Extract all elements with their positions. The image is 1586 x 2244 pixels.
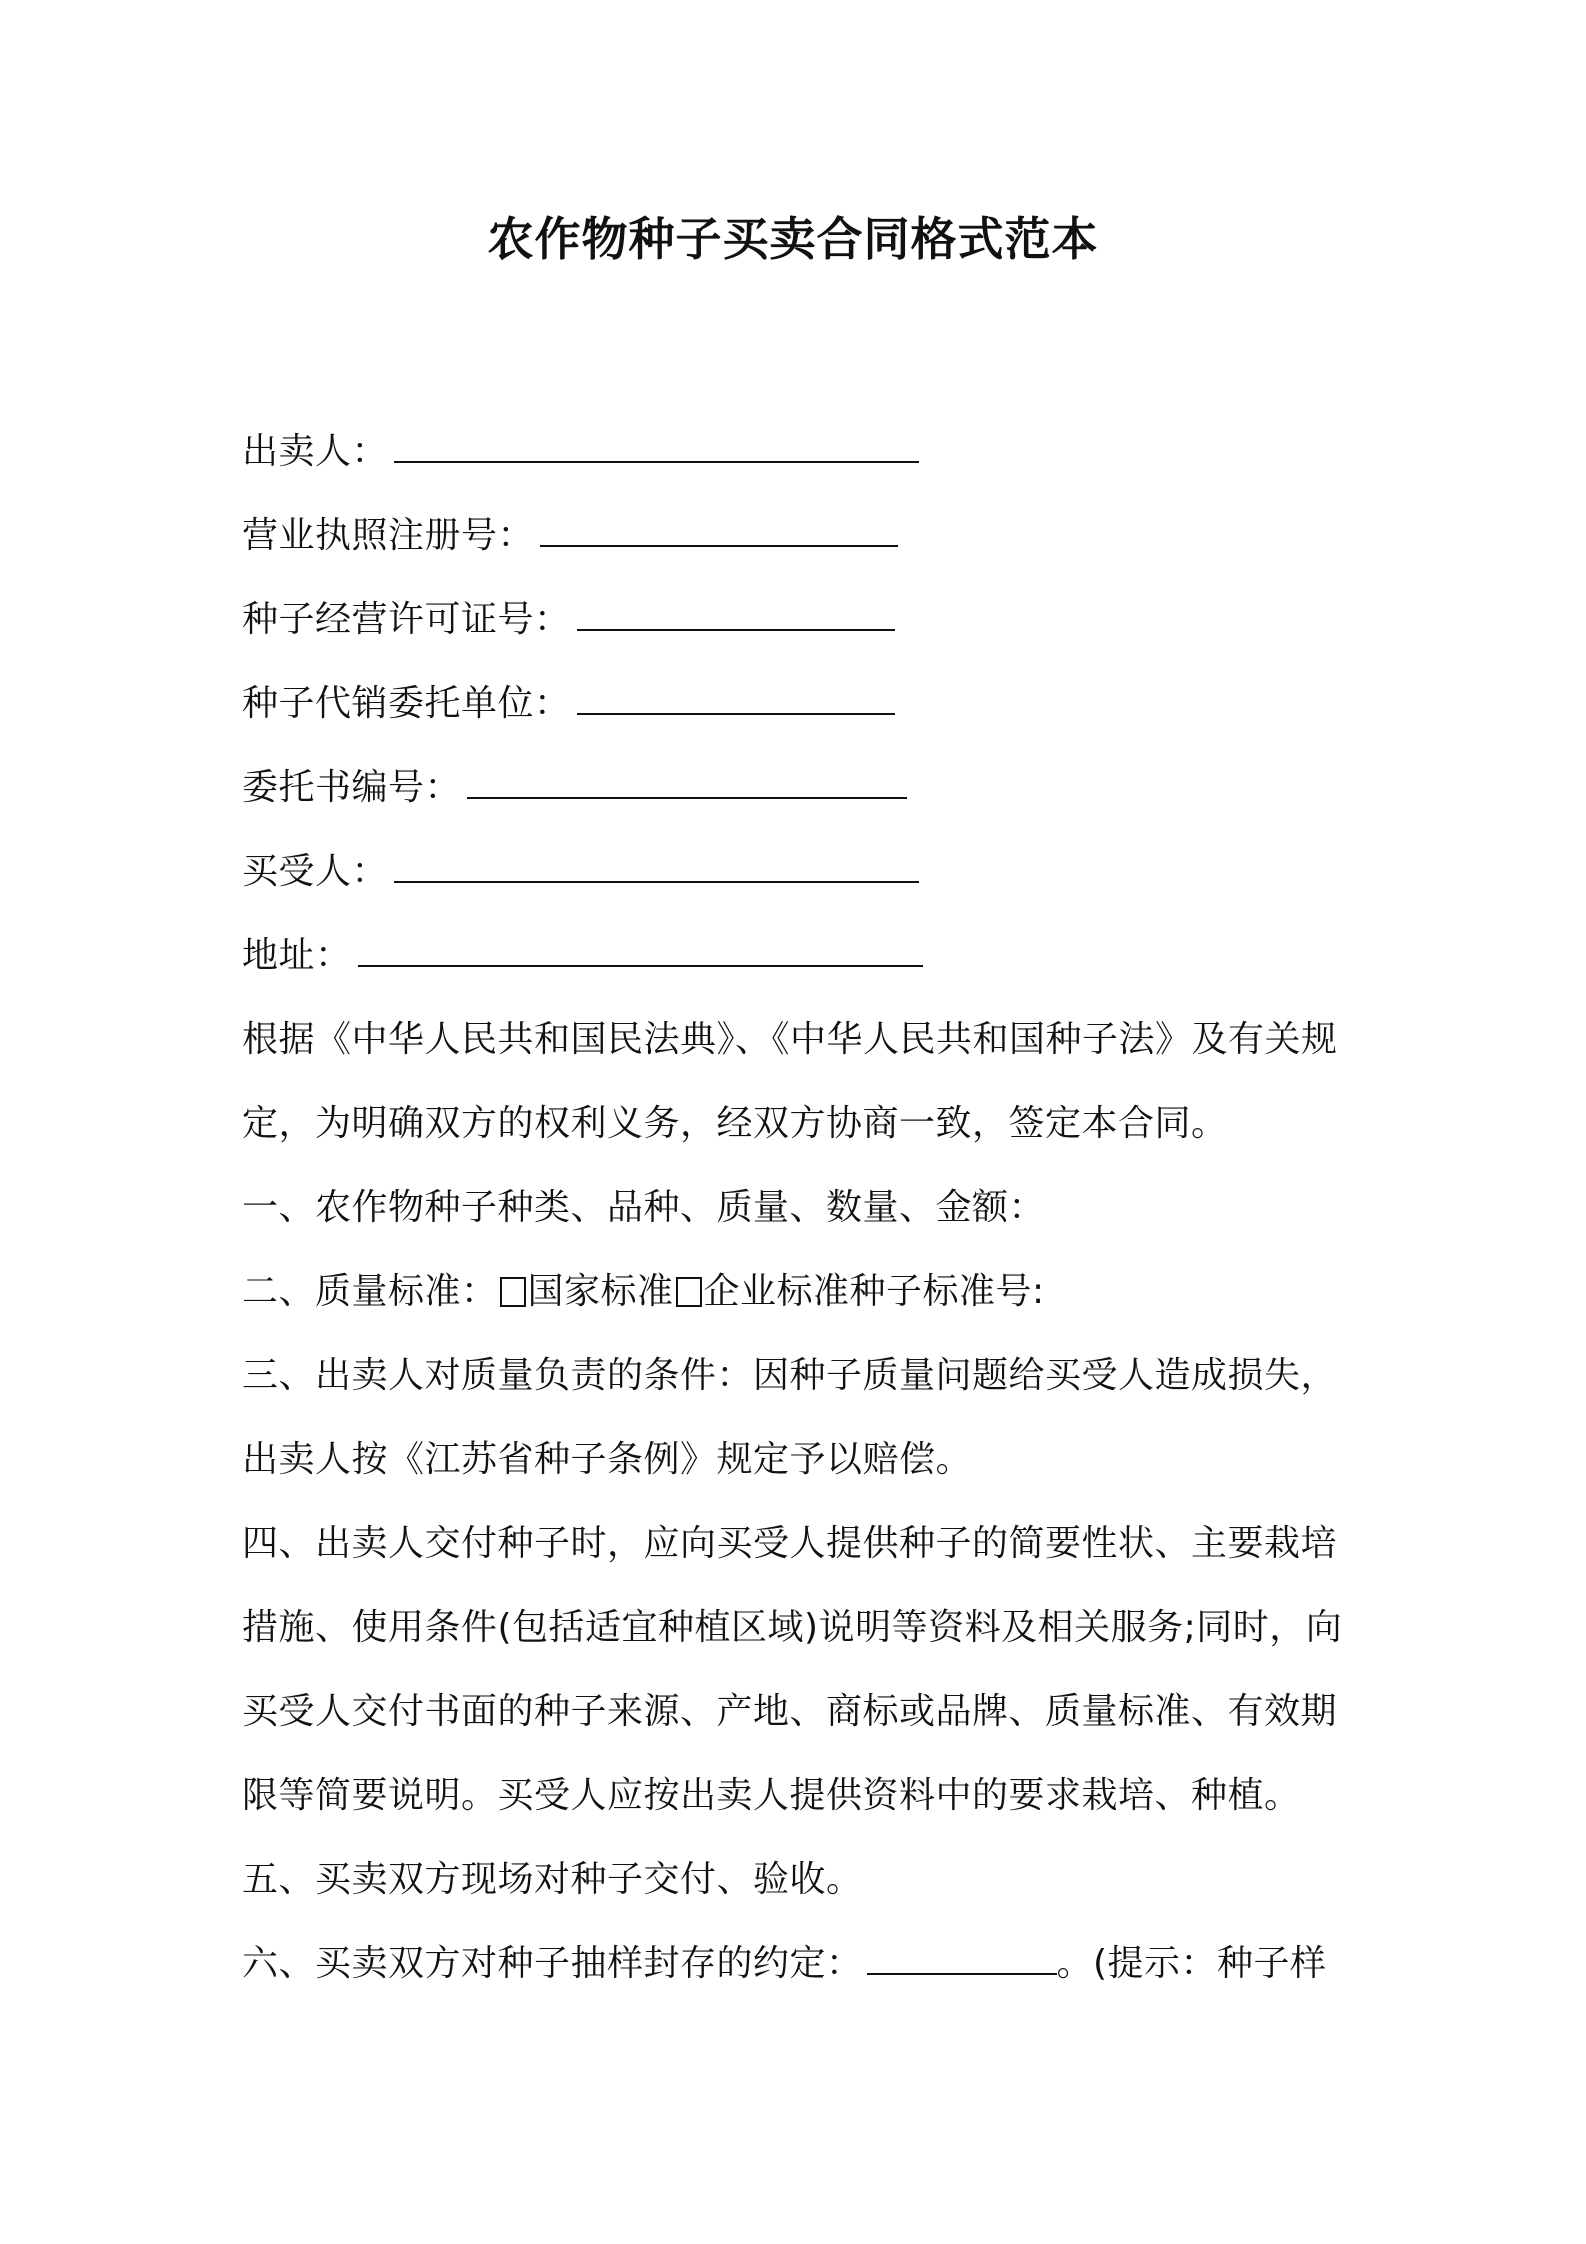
clause-3-line-1: 三、出卖人对质量负责的条件：因种子质量问题给买受人造成损失，: [242, 1355, 1338, 1396]
blank-line: [577, 589, 895, 631]
clause-6-suffix: 。(提示：种子样: [1056, 1943, 1327, 1984]
field-label: 营业执照注册号：: [242, 515, 535, 556]
clause-2-option-national: 国家标准: [527, 1271, 674, 1312]
blank-line: [540, 505, 898, 547]
intro-line-2: 定，为明确双方的权利义务，经双方协商一致，签定本合同。: [242, 1103, 1228, 1144]
clause-5: 五、买卖双方现场对种子交付、验收。: [242, 1859, 863, 1900]
field-agent-unit: [242, 662, 1362, 746]
field-address: [242, 914, 1362, 998]
field-label: 出卖人：: [242, 431, 389, 472]
field-authorization-number: [242, 746, 1362, 830]
clause-6-prefix: 六、买卖双方对种子抽样封存的约定：: [242, 1943, 863, 1984]
blank-line: [577, 673, 895, 715]
blank-line: [358, 925, 923, 967]
clause-6: [242, 1922, 1362, 2006]
clause-4-line-1: 四、出卖人交付种子时，应向买受人提供种子的简要性状、主要栽培: [242, 1523, 1338, 1564]
clause-4-line-2: 措施、使用条件(包括适宜种植区域)说明等资料及相关服务;同时，向: [242, 1607, 1343, 1648]
clause-2: [242, 1250, 1362, 1334]
field-business-license: [242, 494, 1362, 578]
field-buyer: [242, 830, 1362, 914]
blank-line: [867, 1939, 1057, 1975]
enterprise-standard-checkbox[interactable]: [676, 1277, 702, 1307]
clause-2-option-enterprise: 企业标准种子标准号:: [703, 1271, 1045, 1312]
field-label: 种子经营许可证号：: [242, 599, 571, 640]
clause-4-line-4: 限等简要说明。买受人应按出卖人提供资料中的要求栽培、种植。: [242, 1775, 1301, 1816]
field-label: 买受人：: [242, 851, 389, 892]
blank-line: [467, 757, 907, 799]
national-standard-checkbox[interactable]: [500, 1277, 526, 1307]
field-label: 种子代销委托单位：: [242, 683, 571, 724]
clause-1: 一、农作物种子种类、品种、质量、数量、金额：: [242, 1187, 1046, 1228]
field-seed-license: [242, 578, 1362, 662]
field-label: 委托书编号：: [242, 767, 462, 808]
intro-line-1: 根据《中华人民共和国民法典》、《中华人民共和国种子法》及有关规: [242, 1019, 1338, 1060]
field-seller: [242, 410, 1362, 494]
document-title: 农作物种子买卖合同格式范本: [487, 212, 1099, 266]
blank-line: [394, 421, 919, 463]
clause-2-prefix: 二、质量标准：: [242, 1271, 498, 1312]
document-body: [242, 410, 1362, 2006]
clause-3-line-2: 出卖人按《江苏省种子条例》规定予以赔偿。: [242, 1439, 973, 1480]
blank-line: [394, 841, 919, 883]
clause-4-line-3: 买受人交付书面的种子来源、产地、商标或品牌、质量标准、有效期: [242, 1691, 1338, 1732]
field-label: 地址：: [242, 935, 352, 976]
